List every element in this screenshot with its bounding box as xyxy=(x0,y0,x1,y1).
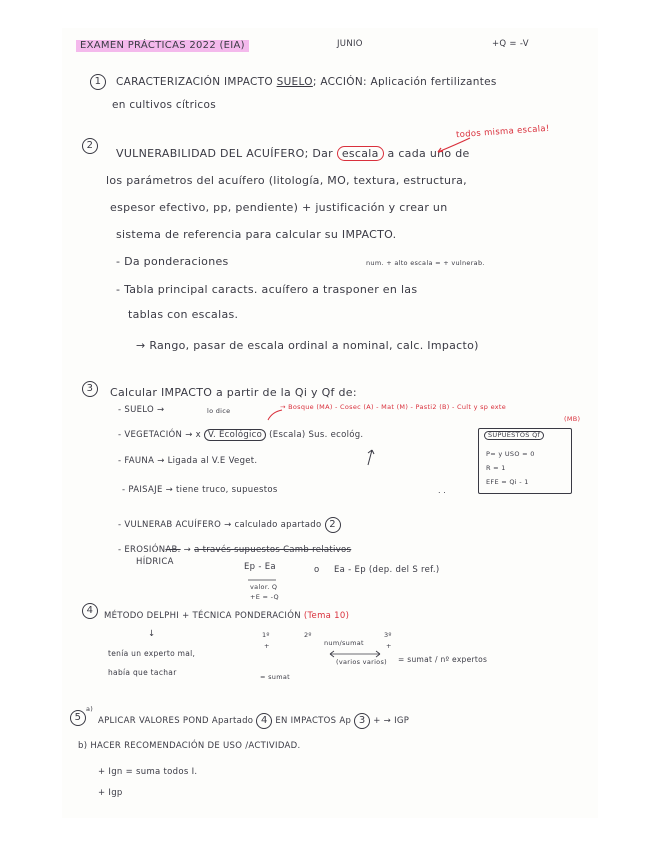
q3-vuln-text: - VULNERAB ACUÍFERO → calculado apartado xyxy=(118,520,322,530)
q3-eros-struck: AB. xyxy=(165,545,181,555)
q4-sumat: = sumat xyxy=(260,673,290,681)
supuestos-line-3: EFE = Qi - 1 xyxy=(486,478,529,486)
q3-paisaje: - PAISAJE → tiene truco, supuestos xyxy=(122,485,278,495)
q4-final: = sumat / nº expertos xyxy=(398,655,488,664)
q3-hidrica: HÍDRICA xyxy=(136,557,174,567)
q2-line-2: los parámetros del acuífero (litología, MO, textura, estructura, xyxy=(106,174,467,187)
q4-r3: 3º xyxy=(384,631,392,639)
q2-line-4: sistema de referencia para calcular su IMPACTO. xyxy=(116,228,397,241)
q4-title-a: MÉTODO DELPHI + TÉCNICA PONDERACIÓN xyxy=(104,611,301,621)
q4-frac: num/sumat xyxy=(324,639,364,647)
q3-eros-arrow: → xyxy=(183,545,192,555)
q3-veg-ecologico: V. Ecológico xyxy=(204,429,266,441)
supuestos-line-1: P= y USO = 0 xyxy=(486,450,535,458)
q2-text-a: VULNERABILIDAD DEL ACUÍFERO; Dar xyxy=(116,147,334,160)
q4-title xyxy=(104,612,349,621)
q5-ref-3: 3 xyxy=(354,713,370,729)
svg-text:. .: . . xyxy=(438,486,446,495)
q4-varios: (varios varios) xyxy=(336,658,387,666)
q3-eros-text: - EROSIÓN xyxy=(118,545,166,555)
q4-plus-1: + xyxy=(264,642,270,650)
q1-line-1 xyxy=(116,77,497,88)
q2-bullet-3: → Rango, pasar de escala ordinal a nominal, calc. Impacto) xyxy=(136,339,479,352)
exam-title: EXAMEN PRÁCTICAS 2022 (EIA) xyxy=(76,40,249,52)
q3-suelo-red: → Bosque (MA) - Cosec (A) - Mat (M) - Pasti2 (B) - Cult y sp exte xyxy=(280,403,507,411)
q3-eros-note-1: valor. Q xyxy=(250,583,278,591)
q1-text-a: CARACTERIZACIÓN IMPACTO xyxy=(116,76,273,88)
q3-vegetacion xyxy=(118,431,363,440)
question-5-number: 5 xyxy=(70,710,86,726)
q5-igp: + Igp xyxy=(98,788,123,798)
question-1-number: 1 xyxy=(90,74,106,90)
question-2-number: 2 xyxy=(82,138,98,154)
q1-text-b: ; ACCIÓN: Aplicación fertilizantes xyxy=(312,76,497,88)
q5-ref-4: 4 xyxy=(256,713,272,729)
q3-eros-or: o xyxy=(314,565,320,575)
q5-b-line: b) HACER RECOMENDACIÓN DE USO /ACTIVIDAD. xyxy=(78,741,301,751)
q5-a-text-c: + → IGP xyxy=(373,716,410,726)
q3-eros-formula-2: Ea - Ep (dep. del S ref.) xyxy=(334,565,440,575)
q2-bullet-2-cont: tablas con escalas. xyxy=(128,308,239,321)
q3-suelo-small: lo dice xyxy=(207,407,231,415)
q1-line-2: en cultivos cítricos xyxy=(112,99,216,111)
q1-suelo: SUELO xyxy=(276,76,313,88)
q2-line-1 xyxy=(116,148,470,159)
q3-eros-formula-1: Ep - Ea xyxy=(244,562,276,572)
q4-down-arrow: ↓ xyxy=(148,629,156,639)
q3-vuln-ref-2: 2 xyxy=(325,517,341,533)
q2-line-3: espesor efectivo, pp, pendiente) + justificación y crear un xyxy=(110,201,448,214)
q5-a-text-b: EN IMPACTOS Ap xyxy=(275,716,352,726)
q4-title-b: (Tema 10) xyxy=(303,611,350,621)
question-3-number: 3 xyxy=(82,381,98,397)
q3-suelo-red-2: (MB) xyxy=(564,415,581,423)
q3-veg-escala: (Escala) Sus. ecológ. xyxy=(269,430,364,440)
q3-erosion xyxy=(118,546,351,555)
q2-note: todos misma escala! xyxy=(455,123,550,141)
q4-r2: 2º xyxy=(304,631,312,639)
q3-vulnerab xyxy=(118,517,341,533)
supuestos-line-2: R = 1 xyxy=(486,464,506,472)
q5-a-line xyxy=(98,713,409,729)
supuestos-title: SUPUESTOS Qf xyxy=(484,431,544,440)
q5-sub-a: a) xyxy=(86,705,94,713)
q4-left-1: tenía un experto mal, xyxy=(108,649,196,658)
q2-escala: escala xyxy=(337,146,384,161)
question-4-number: 4 xyxy=(82,603,98,619)
q2-bullet-1-note: num. + alto escala = + vulnerab. xyxy=(366,259,485,267)
header-month: JUNIO xyxy=(337,39,363,49)
q2-bullet-1: - Da ponderaciones xyxy=(116,255,229,268)
q3-veg-text: - VEGETACIÓN → x xyxy=(118,430,201,440)
q3-title: Calcular IMPACTO a partir de la Qi y Qf de: xyxy=(110,386,357,399)
q4-plus-2: + xyxy=(386,642,392,650)
q5-ign: + Ign = suma todos I. xyxy=(98,767,198,777)
q2-bullet-2: - Tabla principal caracts. acuífero a trasponer en las xyxy=(116,283,418,296)
q3-fauna: - FAUNA → Ligada al V.E Veget. xyxy=(118,456,258,466)
q5-a-text-a: APLICAR VALORES POND Apartado xyxy=(98,716,254,726)
q3-suelo: - SUELO → xyxy=(118,405,165,415)
q4-left-2: había que tachar xyxy=(108,668,177,677)
q2-text-b: a cada uno de xyxy=(387,147,470,160)
q4-r1: 1º xyxy=(262,631,270,639)
header-formula: +Q = -V xyxy=(492,39,529,49)
q3-eros-note-2: +E = -Q xyxy=(250,593,279,601)
q3-eros-struck-2: a través supuestos Camb relativos xyxy=(194,545,352,555)
